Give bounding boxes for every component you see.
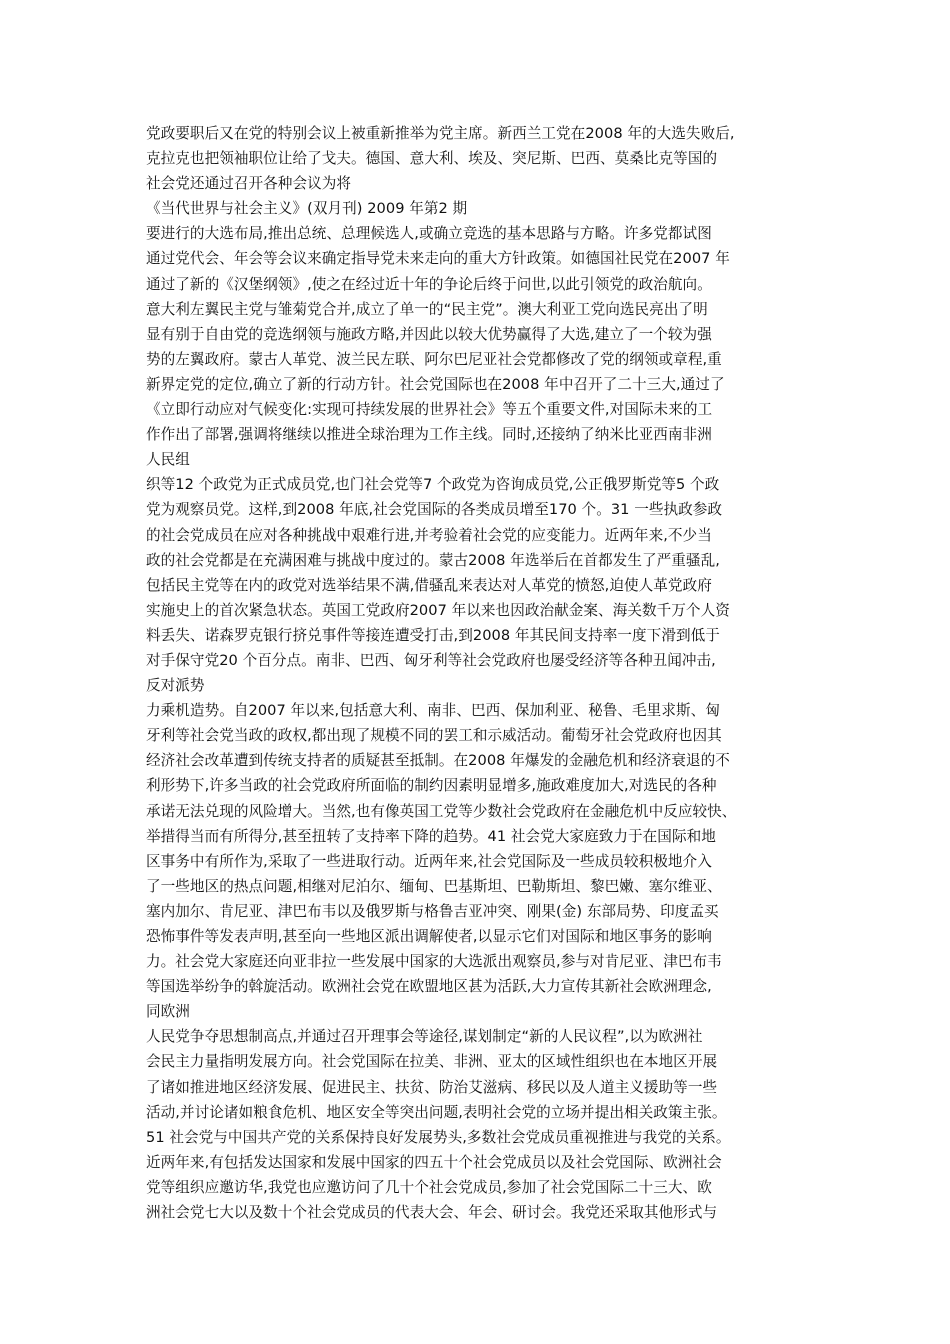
text-line: 党为观察员党。这样,到2008 年底,社会党国际的各类成员增至170 个。31 一些执政参政 [146, 501, 723, 519]
text-line: 政的社会党都是在充满困难与挑战中度过的。蒙古2008 年选举后在首都发生了严重骚乱, [146, 551, 720, 569]
text-line: 克拉克也把领袖职位让给了戈夫。德国、意大利、埃及、突尼斯、巴西、莫桑比克等国的 [146, 150, 718, 168]
text-line: 织等12 个政党为正式成员党,也门社会党等7 个政党为咨询成员党,公正俄罗斯党等5 个政 [146, 476, 720, 494]
text-line: 洲社会党七大以及数十个社会党成员的代表大会、年会、研讨会。我党还采取其他形式与 [146, 1204, 718, 1222]
text-line: 包括民主党等在内的政党对选举结果不满,借骚乱来表达对人革党的愤怒,迫使人革党政府 [146, 576, 712, 594]
text-line: 了诸如推进地区经济发展、促进民主、扶贫、防治艾滋病、移民以及人道主义援助等一些 [146, 1078, 718, 1096]
text-line: 力乘机造势。自2007 年以来,包括意大利、南非、巴西、保加利亚、秘鲁、毛里求斯、匈 [146, 702, 720, 720]
text-line: 等国选举纷争的斡旋活动。欧洲社会党在欧盟地区甚为活跃,大力宣传其新社会欧洲理念, [146, 978, 712, 996]
text-line: 经济社会改革遭到传统支持者的质疑甚至抵制。在2008 年爆发的金融危机和经济衰退的不 [146, 752, 730, 770]
text-line: 的社会党成员在应对各种挑战中艰难行进,并考验着社会党的应变能力。近两年来,不少当 [146, 526, 712, 544]
text-line: 通过党代会、年会等会议来确定指导党未来走向的重大方针政策。如德国社民党在2007 年 [146, 250, 730, 268]
text-line: 恐怖事件等发表声明,甚至向一些地区派出调解使者,以显示它们对国际和地区事务的影响 [146, 928, 712, 945]
document-body [146, 121, 816, 1225]
text-line: 对手保守党20 个百分点。南非、巴西、匈牙利等社会党政府也屡受经济等各种丑闻冲击, [146, 651, 716, 669]
text-line: 料丢失、诺森罗克银行挤兑事件等接连遭受打击,到2008 年其民间支持率一度下滑到低于 [146, 626, 720, 644]
text-line: 显有别于自由党的竞选纲领与施政方略,并因此以较大优势赢得了大选,建立了一个较为强 [146, 325, 712, 343]
text-line: 区事务中有所作为,采取了一些进取行动。近两年来,社会党国际及一些成员较积极地介入 [146, 852, 712, 870]
text-line: 《当代世界与社会主义》(双月刊) 2009 年第2 期 [146, 200, 468, 218]
text-line: 党政要职后又在党的特别会议上被重新推举为党主席。新西兰工党在2008 年的大选失败后, [146, 125, 735, 142]
text-line: 利形势下,许多当政的社会党政府所面临的制约因素明显增多,施政难度加大,对选民的各种 [146, 777, 717, 795]
text-line: 新界定党的定位,确立了新的行动方针。社会党国际也在2008 年中召开了二十三大,通过了 [146, 375, 725, 393]
text-line: 举措得当而有所得分,甚至扭转了支持率下降的趋势。41 社会党大家庭致力于在国际和地 [146, 827, 716, 845]
text-line: 要进行的大选布局,推出总统、总理候选人,或确立竞选的基本思路与方略。许多党都试图 [146, 225, 712, 243]
text-line: 会民主力量指明发展方向。社会党国际在拉美、非洲、亚太的区域性组织也在本地区开展 [146, 1053, 718, 1071]
text-line: 牙利等社会党当政的政权,都出现了规模不同的罢工和示威活动。葡萄牙社会党政府也因其 [146, 727, 722, 745]
text-line: 作作出了部署,强调将继续以推进全球治理为工作主线。同时,还接纳了纳米比亚西南非洲 [146, 426, 712, 444]
text-line: 党等组织应邀访华,我党也应邀访问了几十个社会党成员,参加了社会党国际二十三大、欧 [146, 1178, 712, 1196]
text-line: 塞内加尔、肯尼亚、津巴布韦以及俄罗斯与格鲁吉亚冲突、刚果(金) 东部局势、印度孟买 [146, 902, 719, 920]
text-line: 活动,并讨论诸如粮食危机、地区安全等突出问题,表明社会党的立场并提出相关政策主张。 [146, 1103, 727, 1121]
text-line: 承诺无法兑现的风险增大。当然,也有像英国工党等少数社会党政府在金融危机中反应较快、 [146, 802, 737, 820]
text-line: 实施史上的首次紧急状态。英国工党政府2007 年以来也因政治献金案、海关数千万个人资 [146, 601, 730, 619]
text-line: 力。社会党大家庭还向亚非拉一些发展中国家的大选派出观察员,参与对肯尼亚、津巴布韦 [146, 953, 722, 971]
text-line: 人民组 [146, 451, 190, 469]
text-line: 意大利左翼民主党与雏菊党合并,成立了单一的“民主党”。澳大利亚工党向选民亮出了明 [146, 300, 708, 318]
text-line: 51 社会党与中国共产党的关系保持良好发展势头,多数社会党成员重视推进与我党的关系。 [146, 1128, 731, 1146]
text-line: 人民党争夺思想制高点,并通过召开理事会等途径,谋划制定“新的人民议程”,以为欧洲社 [146, 1028, 703, 1046]
text-line: 反对派势 [146, 677, 205, 695]
text-line: 近两年来,有包括发达国家和发展中国家的四五十个社会党成员以及社会党国际、欧洲社会 [146, 1153, 722, 1171]
text-line: 《立即行动应对气候变化:实现可持续发展的世界社会》等五个重要文件,对国际未来的工 [146, 401, 713, 419]
text-line: 同欧洲 [146, 1003, 190, 1021]
text-line: 社会党还通过召开各种会议为将 [146, 175, 352, 193]
text-line: 势的左翼政府。蒙古人革党、波兰民左联、阿尔巴尼亚社会党都修改了党的纲领或章程,重 [146, 350, 722, 368]
text-line: 了一些地区的热点问题,相继对尼泊尔、缅甸、巴基斯坦、巴勒斯坦、黎巴嫩、塞尔维亚、 [146, 877, 722, 895]
text-line: 通过了新的《汉堡纲领》,使之在经过近十年的争论后终于问世,以此引领党的政治航向。 [146, 275, 712, 293]
